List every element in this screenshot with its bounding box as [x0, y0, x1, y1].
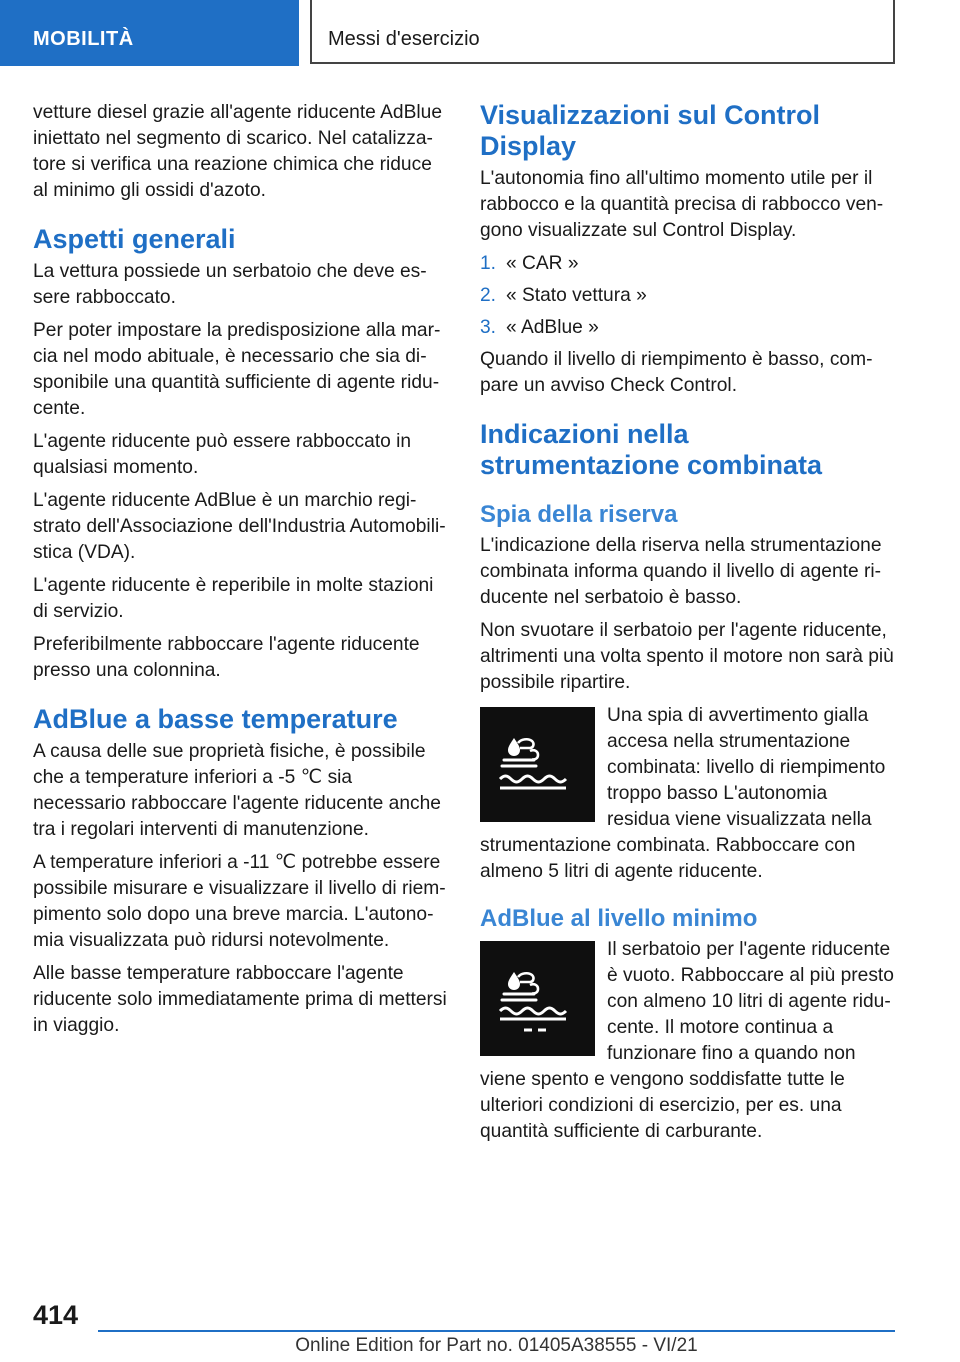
step-text: « CAR »: [506, 253, 579, 274]
step-text: « Stato vettura »: [506, 285, 647, 306]
heading-control-display: Visualizzazioni sul Control Display: [480, 100, 821, 161]
paragraph: L'agente riducente AdBlue è un marchio registrato dell'Associazione dell'Industria Automobilistica (VDA).: [33, 490, 446, 563]
paragraph: Preferibilmente rabboccare l'agente riducente presso una colonnina.: [33, 634, 420, 681]
step-number: 1.: [480, 253, 497, 274]
section-tab: MOBILITÀ: [0, 0, 299, 66]
reserve-figure-text: Una spia di avvertimento gialla accesa nella strumentazione combinata: livello di riempimento troppo basso L'autonomia residua viene visualizzata nella strumentazione combinata. Rabboccare con almeno 5 litri di agente riducente.: [480, 705, 886, 882]
paragraph: Quando il livello di riempimento è basso, compare un avviso Check Control.: [480, 349, 873, 396]
steps-list: [480, 251, 894, 341]
list-item: [480, 315, 894, 341]
paragraph: L'agente riducente è reperibile in molte stazioni di servizio.: [33, 575, 434, 622]
paragraph: A temperature inferiori a -11 ℃ potrebbe essere possibile misurare e visualizzare il livello di riempimento solo dopo una breve marcia. L'autonomia visualizzata può ridursi notevolmente.: [33, 852, 446, 951]
heading-instrument-cluster: Indicazioni nella strumentazione combinata: [480, 419, 823, 480]
page-number: 414: [33, 1300, 79, 1330]
minimum-figure-text: Il serbatoio per l'agente riducente è vuoto. Rabboccare al più presto con almeno 10 litri di agente riducente. Il motore continua a funzionare fino a quando non viene spento e vengono soddisfatte tutte le ulteriori condizioni di esercizio, per es. una quantità sufficiente di carburante.: [480, 939, 894, 1142]
right-column: [480, 100, 894, 1152]
adblue-warning-icon: [480, 707, 595, 822]
heading-general: Aspetti generali: [33, 224, 236, 254]
list-item: [480, 251, 894, 277]
intro-paragraph: vetture diesel grazie all'agente riducente AdBlue iniettato nel segmento di scarico. Nel catalizzatore si verifica una reazione chimica che riduce al minimo gli ossidi d'azoto.: [33, 102, 442, 201]
paragraph: L'indicazione della riserva nella strumentazione combinata informa quando il livello di agente riducente nel serbatoio è basso.: [480, 535, 882, 608]
adblue-empty-icon: [480, 941, 595, 1056]
paragraph: A causa delle sue proprietà fisiche, è possibile che a temperature inferiori a -5 ℃ sia necessario rabboccare l'agente riducente anche tra i regolari interventi di manutenzione.: [33, 741, 441, 840]
edition-text: Online Edition for Part no. 01405A38555 - VI/21: [295, 1335, 698, 1356]
minimum-figure-block: [480, 937, 894, 1145]
reserve-figure-block: [480, 703, 894, 885]
paragraph: L'agente riducente può essere rabboccato in qualsiasi momento.: [33, 431, 412, 478]
step-number: 2.: [480, 285, 497, 306]
left-column: [33, 100, 447, 1046]
heading-reserve-light: Spia della riserva: [480, 501, 678, 528]
paragraph: Non svuotare il serbatoio per l'agente riducente, altrimenti una volta spento il motore non sarà più possibile ripartire.: [480, 620, 894, 693]
step-number: 3.: [480, 317, 497, 338]
paragraph: Alle basse temperature rabboccare l'agente riducente solo immediatamente prima di mettersi in viaggio.: [33, 963, 447, 1036]
paragraph: L'autonomia fino all'ultimo momento utile per il rabbocco e la quantità precisa di rabbocco vengono visualizzate sul Control Display.: [480, 168, 884, 241]
step-text: « AdBlue »: [506, 317, 599, 338]
heading-adblue-minimum: AdBlue al livello minimo: [480, 905, 758, 932]
list-item: [480, 283, 894, 309]
page-header: [0, 0, 960, 66]
footer-divider: [98, 1330, 895, 1332]
paragraph: Per poter impostare la predisposizione alla marcia nel modo abituale, è necessario che sia disponibile una quantità sufficiente di agente riducente.: [33, 320, 441, 419]
chapter-title: Messi d'esercizio: [310, 0, 895, 64]
heading-low-temp: AdBlue a basse temperature: [33, 704, 398, 734]
paragraph: La vettura possiede un serbatoio che deve essere rabboccato.: [33, 261, 427, 308]
